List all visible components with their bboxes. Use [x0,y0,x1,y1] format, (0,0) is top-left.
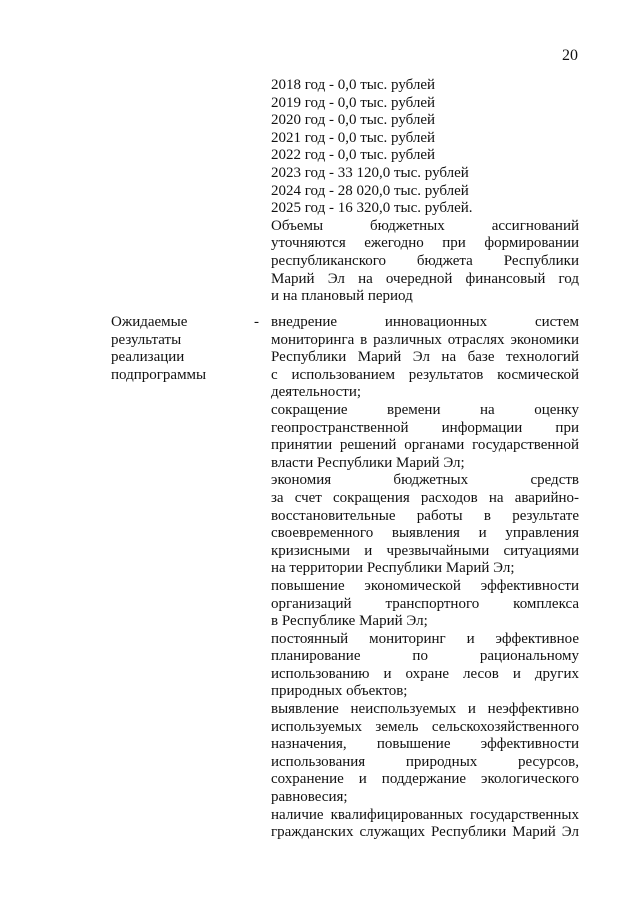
results-line: геопространственной информации при [271,419,579,436]
funding-year-line: 2024 год - 28 020,0 тыс. рублей [271,182,469,199]
results-line: использованию и охране лесов и других [271,665,579,682]
results-line: с использованием результатов космической [271,366,579,383]
funding-year-line: 2022 год - 0,0 тыс. рублей [271,147,436,164]
funding-year-line: 2020 год - 0,0 тыс. рублей [271,112,436,129]
results-line: власти Республики Марий Эл; [271,454,465,471]
results-line: деятельности; [271,384,362,401]
results-line: своевременного выявления и управления [271,525,579,542]
results-label [111,314,241,384]
results-line: природных объектов; [271,683,408,700]
results-line: постоянный мониторинг и эффективное [271,630,579,647]
results-line: гражданских служащих Республики Марий Эл [271,824,579,841]
funding-block [271,77,579,306]
results-line: принятии решений органами государственной [271,437,579,454]
funding-note-line: и на плановый период [271,288,413,305]
results-line: выявление неиспользуемых и неэффективно [271,701,579,718]
results-line: экономия бюджетных средств [271,472,579,489]
results-line: мониторинга в различных отраслях экономики [271,331,579,348]
funding-note-line: Марий Эл на очередной финансовый год [271,270,579,287]
results-label-line: подпрограммы [111,366,207,383]
results-line: использования природных ресурсов, [271,753,579,770]
page-number: 20 [562,47,578,64]
results-line: наличие квалифицированных государственных [271,806,579,823]
funding-year-line: 2018 год - 0,0 тыс. рублей [271,77,436,93]
results-line: сокращение времени на оценку [271,401,579,418]
results-line: назначения, повышение эффективности [271,736,579,753]
results-line: кризисными и чрезвычайными ситуациями [271,542,579,559]
funding-note-line: уточняются ежегодно при формировании [271,235,579,252]
results-line: сохранение и поддержание экологического [271,771,579,788]
results-line: на территории Республики Марий Эл; [271,560,515,577]
funding-note-line: республиканского бюджета Республики [271,252,579,269]
results-line: в Республике Марий Эл; [271,613,428,630]
funding-note-line: Объемы бюджетных ассигнований [271,217,579,234]
results-label-line: реализации [111,349,185,366]
results-line: организаций транспортного комплекса [271,595,579,612]
results-line: Республики Марий Эл на базе технологий [271,349,579,366]
results-block [271,314,579,842]
results-line: планирование по рациональному [271,648,579,665]
results-line: за счет сокращения расходов на аварийно- [271,489,579,506]
results-line: используемых земель сельскохозяйственного [271,718,579,735]
funding-year-line: 2023 год - 33 120,0 тыс. рублей [271,164,469,181]
results-line: восстановительные работы в результате [271,507,579,524]
results-line: повышение экономической эффективности [271,577,579,594]
results-label-line: результаты [111,331,182,348]
results-line: равновесия; [271,789,348,806]
results-line: внедрение инновационных систем [271,314,579,330]
funding-year-line: 2019 год - 0,0 тыс. рублей [271,94,436,111]
results-label-line: Ожидаемые [111,314,188,330]
funding-year-line: 2021 год - 0,0 тыс. рублей [271,129,436,146]
funding-year-line: 2025 год - 16 320,0 тыс. рублей. [271,200,473,217]
results-dash: - [254,314,259,330]
